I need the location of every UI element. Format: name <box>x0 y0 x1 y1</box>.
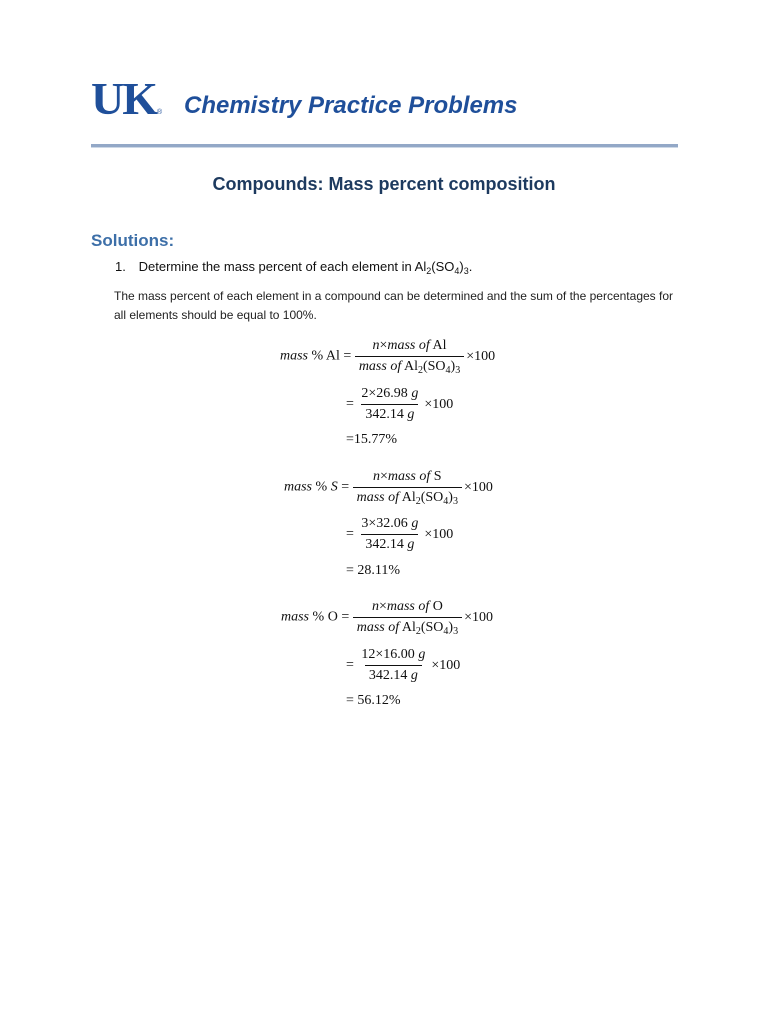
header-divider <box>91 144 678 148</box>
header-title: Chemistry Practice Problems <box>184 92 518 119</box>
question-1 <box>115 259 472 274</box>
document-title: Compounds: Mass percent composition <box>212 174 556 194</box>
equation-s-line1: mass % S = $\frac{\text{n×mass of S}}{mass of Al_2(SO_4)_3}$ ×100 <box>284 469 493 507</box>
logo-text: UK <box>91 73 156 124</box>
registered-mark: ® <box>157 109 163 116</box>
intro-paragraph: The mass percent of each element in a compound can be determined and the sum of the percentages for all elements should be equal to 100%. <box>114 289 674 322</box>
equation-s-result: = 28.11% <box>346 563 401 578</box>
equation-al-line2: = $\frac{2\times 26.98 g}{342.14 g}$ ×100 <box>346 386 454 422</box>
question-text: Determine the mass percent of each element in $Al_2(SO_4)_3$. <box>138 259 473 276</box>
equation-o-line2: = $\frac{12\times 16.00 g}{342.14 g}$ ×100 <box>346 647 461 683</box>
question-number: 1. <box>115 259 126 274</box>
equation-al-line1: mass % Al = $\frac{\text{n×mass of Al}}{mass of Al_2(SO_4)_3}$ ×100 <box>280 338 496 376</box>
equation-s-line2: = $\frac{3\times 32.06 g}{342.14 g}$ ×100 <box>346 516 454 552</box>
equation-o-result: = 56.12% <box>346 693 401 708</box>
equation-al-result: =15.77% <box>346 432 398 447</box>
uk-logo <box>91 73 163 124</box>
section-heading: Solutions: <box>91 231 175 250</box>
equation-o-line1: mass % O = $\frac{\text{n×mass of O}}{mass of Al_2(SO_4)_3}$ ×100 <box>281 599 493 637</box>
